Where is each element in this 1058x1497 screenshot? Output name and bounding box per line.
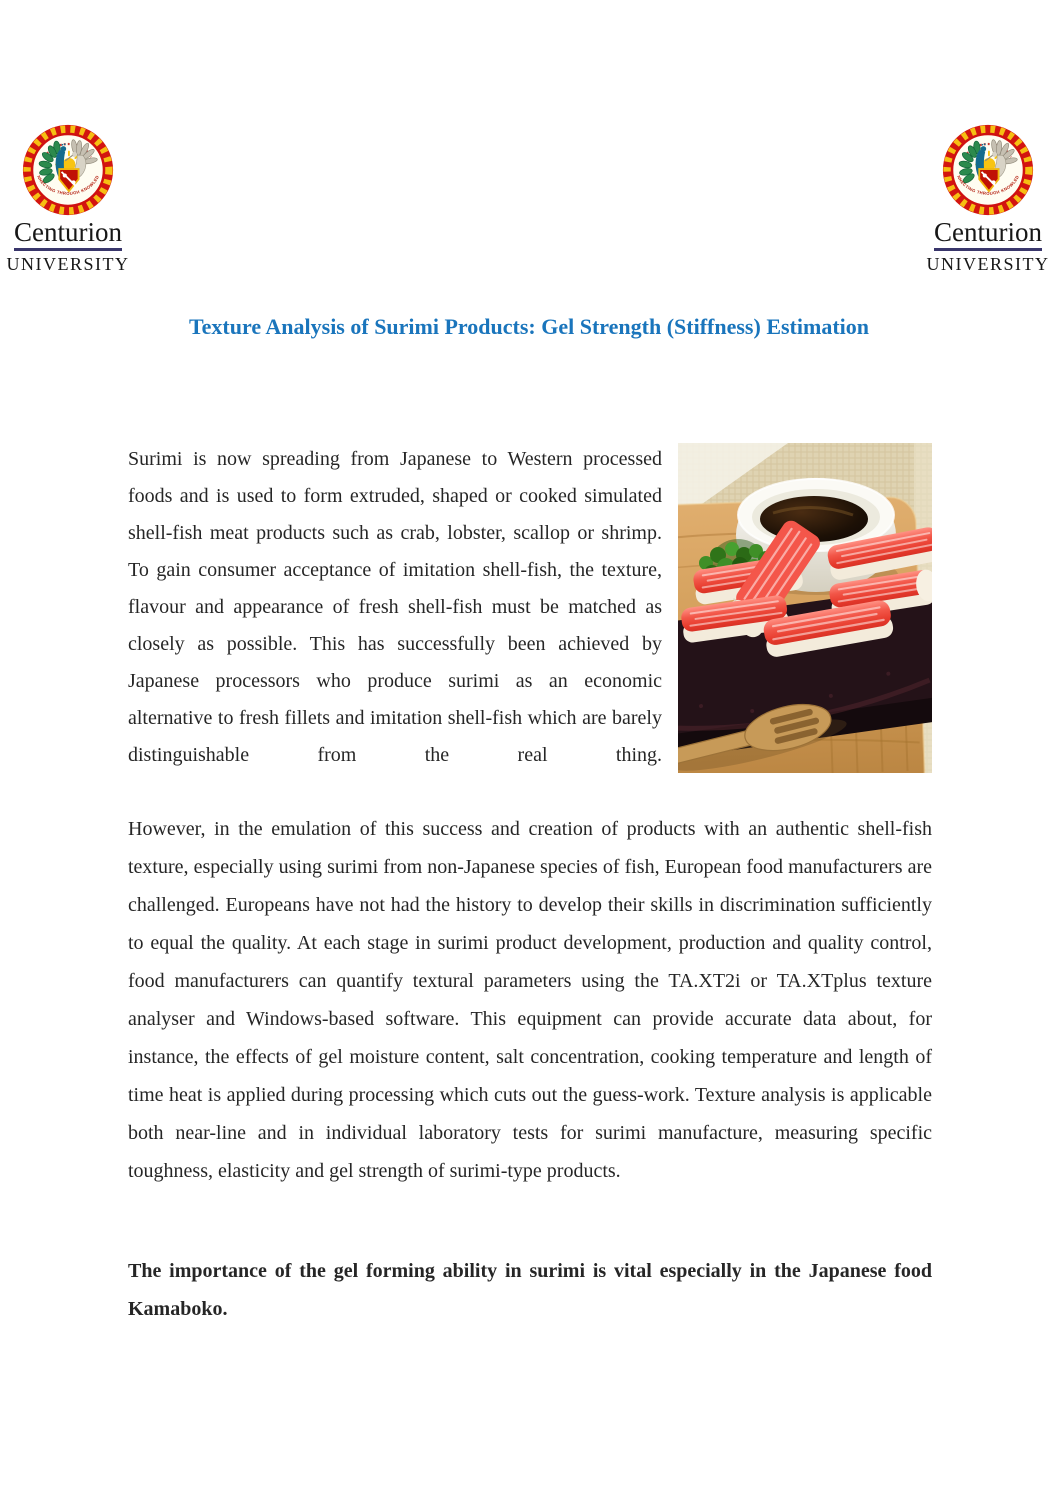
- document-title: Texture Analysis of Surimi Products: Gel Strength (Stiffness) Estimation: [189, 314, 869, 339]
- emphasis-paragraph: The importance of the gel forming ability in surimi is vital especially in the Japanese food Kamaboko.: [128, 1260, 932, 1320]
- university-wordmark: [7, 219, 130, 273]
- document-body: [128, 441, 932, 1328]
- university-name-sub: UNIVERSITY: [6, 254, 130, 274]
- paragraph-2: However, in the emulation of this success and creation of products with an authentic shell-fish texture, especially using surimi from non-Japanese species of fish, European food manufacturers are challenged. Europeans have not had the history to develop their skills in discrimination sufficiently to equal the quality. At each stage in surimi product development, production and quality control, food manufacturers can quantify textural parameters using the TA.XT2i or TA.XTplus texture analyser and Windows-based software. This equipment can provide accurate data about, for instance, the effects of gel moisture content, salt concentration, cooking temperature and length of time heat is applied during processing which cuts out the guess-work. Texture analysis is applicable both near-line and in individual laboratory tests for surimi manufacture, measuring specific toughness, elasticity and gel strength of surimi-type products.: [128, 818, 932, 1182]
- surimi-crab-sticks-image: [678, 443, 932, 773]
- university-name: Centurion: [934, 219, 1042, 251]
- university-logo-right: [922, 124, 1054, 273]
- university-wordmark: [927, 219, 1050, 273]
- university-name: Centurion: [14, 219, 122, 251]
- paragraph-1: Surimi is now spreading from Japanese to Western processed foods and is used to form extruded, shaped or cooked simulated shell-fish meat products such as crab, lobster, scallop or shrimp. To gain consumer acceptance of imitation shell-fish, the texture, flavour and appearance of fresh shell-fish must be matched as closely as possible. This has successfully been achieved by Japanese processors who produce surimi as an economic alternative to fresh fillets and imitation shell-fish which are barely distinguishable from the real thing.: [128, 448, 662, 766]
- university-emblem-icon: [942, 124, 1034, 216]
- university-emblem-icon: [22, 124, 114, 216]
- university-name-sub: UNIVERSITY: [926, 254, 1050, 274]
- university-logo-left: [2, 124, 134, 273]
